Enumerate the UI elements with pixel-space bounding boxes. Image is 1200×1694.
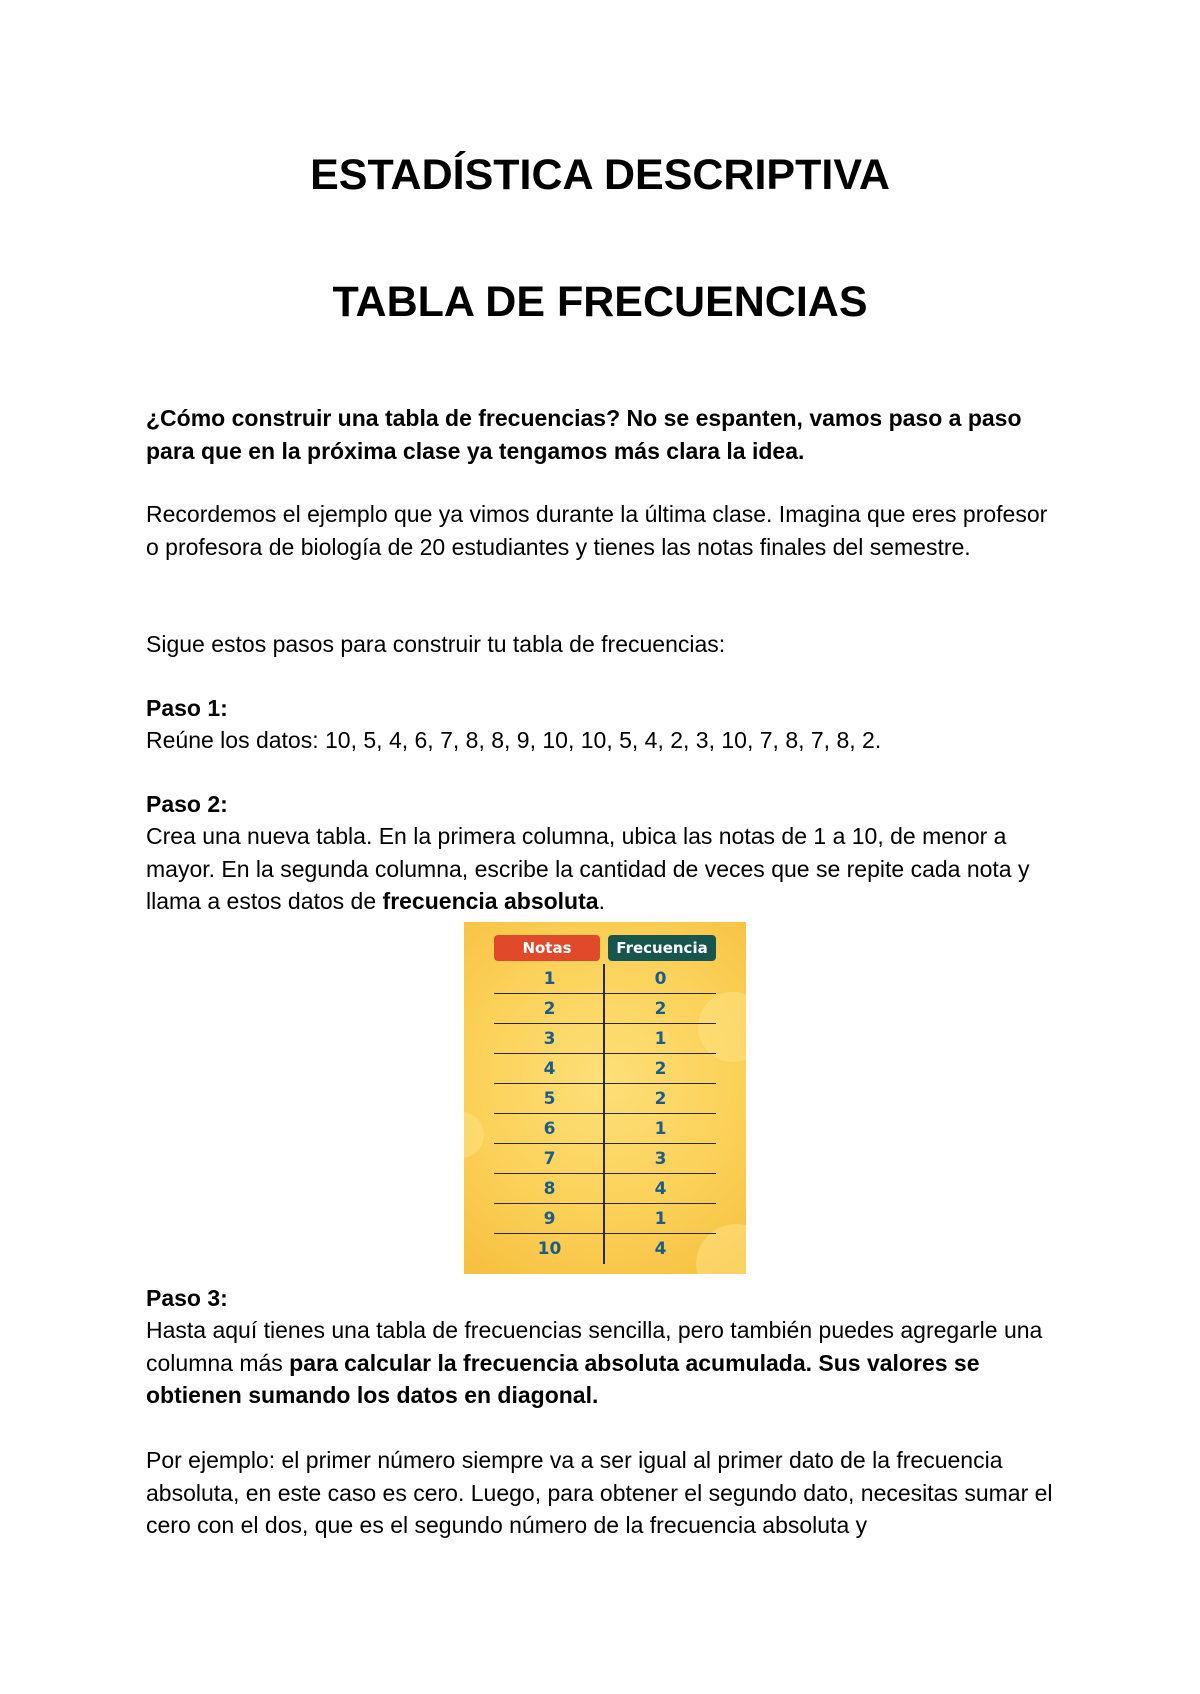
paso2-text-before: Crea una nueva tabla. En la primera columna, ubica las notas de 1 a 10, de menor a mayor. En la segunda columna, escribe la cantidad de veces que se repite cada nota y llama a estos datos de [146,823,1030,914]
intro-text: ¿Cómo construir una tabla de frecuencias? No se espanten, vamos paso a paso para que en la próxima clase ya tengamos más clara la idea. [146,405,1022,464]
paso3-text-before: Hasta aquí tienes una tabla de frecuencias sencilla, pero también puedes agregarle una columna más [146,1317,1043,1376]
table-row [494,964,716,994]
table-cell-nota: 3 [543,1029,556,1049]
steps-intro-paragraph [146,628,1066,661]
table-cell-frecuencia: 2 [654,1089,667,1109]
table-header-frecuencia: Frecuencia [608,935,716,961]
table-cell-frecuencia: 4 [654,1179,667,1199]
paso3-heading: Paso 3: [146,1285,228,1311]
decorative-blob [464,1112,484,1158]
paso3-heading-block [146,1282,1066,1315]
paso3-text [146,1314,1066,1412]
table-cell-nota: 10 [537,1239,562,1259]
example-text: Por ejemplo: el primer número siempre va a ser igual al primer dato de la frecuencia absoluta, en este caso es cero. Luego, para obtener el segundo dato, necesitas sumar el cero con el dos, que es el segundo número de la frecuencia absoluta y [146,1447,1053,1538]
table-row [494,1234,716,1264]
table-cell-nota: 8 [543,1179,556,1199]
paso1-heading: Paso 1: [146,695,228,721]
paso2-text [146,820,1066,918]
table-cell-nota: 9 [543,1209,556,1229]
table-cell-nota: 2 [543,999,556,1019]
paso1-text: Reúne los datos: 10, 5, 4, 6, 7, 8, 8, 9, 10, 10, 5, 4, 2, 3, 10, 7, 8, 7, 8, 2. [146,727,882,753]
intro-paragraph [146,402,1066,467]
table-row [494,1084,716,1114]
paso2-body [146,820,1066,918]
table-header-notas: Notas [494,935,600,961]
table-row [494,1054,716,1084]
recall-paragraph [146,498,1066,563]
table-row [494,1144,716,1174]
paso2-text-after: . [598,888,605,914]
table-cell-frecuencia: 0 [654,969,667,989]
paso2-text-bold: frecuencia absoluta [382,888,599,914]
document-title: ESTADÍSTICA DESCRIPTIVA [310,151,890,199]
paso1-body [146,724,1066,757]
table-cell-frecuencia: 1 [654,1029,667,1049]
steps-intro-text: Sigue estos pasos para construir tu tabla de frecuencias: [146,631,726,657]
frequency-table-image [464,922,746,1274]
table-row [494,1174,716,1204]
table-row [494,1204,716,1234]
frequency-table-body [494,964,716,1264]
table-row [494,1114,716,1144]
table-cell-nota: 4 [543,1059,556,1079]
table-cell-nota: 5 [543,1089,556,1109]
table-row [494,1024,716,1054]
table-row [494,994,716,1024]
table-cell-frecuencia: 4 [654,1239,667,1259]
paso2-heading-block [146,788,1066,821]
paso1-heading-block [146,692,1066,725]
table-cell-frecuencia: 1 [654,1209,667,1229]
table-cell-frecuencia: 1 [654,1119,667,1139]
recall-text: Recordemos el ejemplo que ya vimos durante la última clase. Imagina que eres profesor o profesora de biología de 20 estudiantes y tienes las notas finales del semestre. [146,501,1048,560]
table-cell-frecuencia: 2 [654,1059,667,1079]
paso3-text-bold: para calcular la frecuencia absoluta acumulada. Sus valores se obtienen sumando los datos en diagonal. [146,1349,980,1408]
example-paragraph [146,1444,1066,1542]
paso2-heading: Paso 2: [146,791,228,817]
table-cell-frecuencia: 3 [654,1149,667,1169]
table-cell-nota: 6 [543,1119,556,1139]
table-cell-nota: 7 [543,1149,556,1169]
table-cell-nota: 1 [543,969,556,989]
document-subtitle: TABLA DE FRECUENCIAS [332,278,868,326]
table-cell-frecuencia: 2 [654,999,667,1019]
paso3-body [146,1314,1066,1412]
